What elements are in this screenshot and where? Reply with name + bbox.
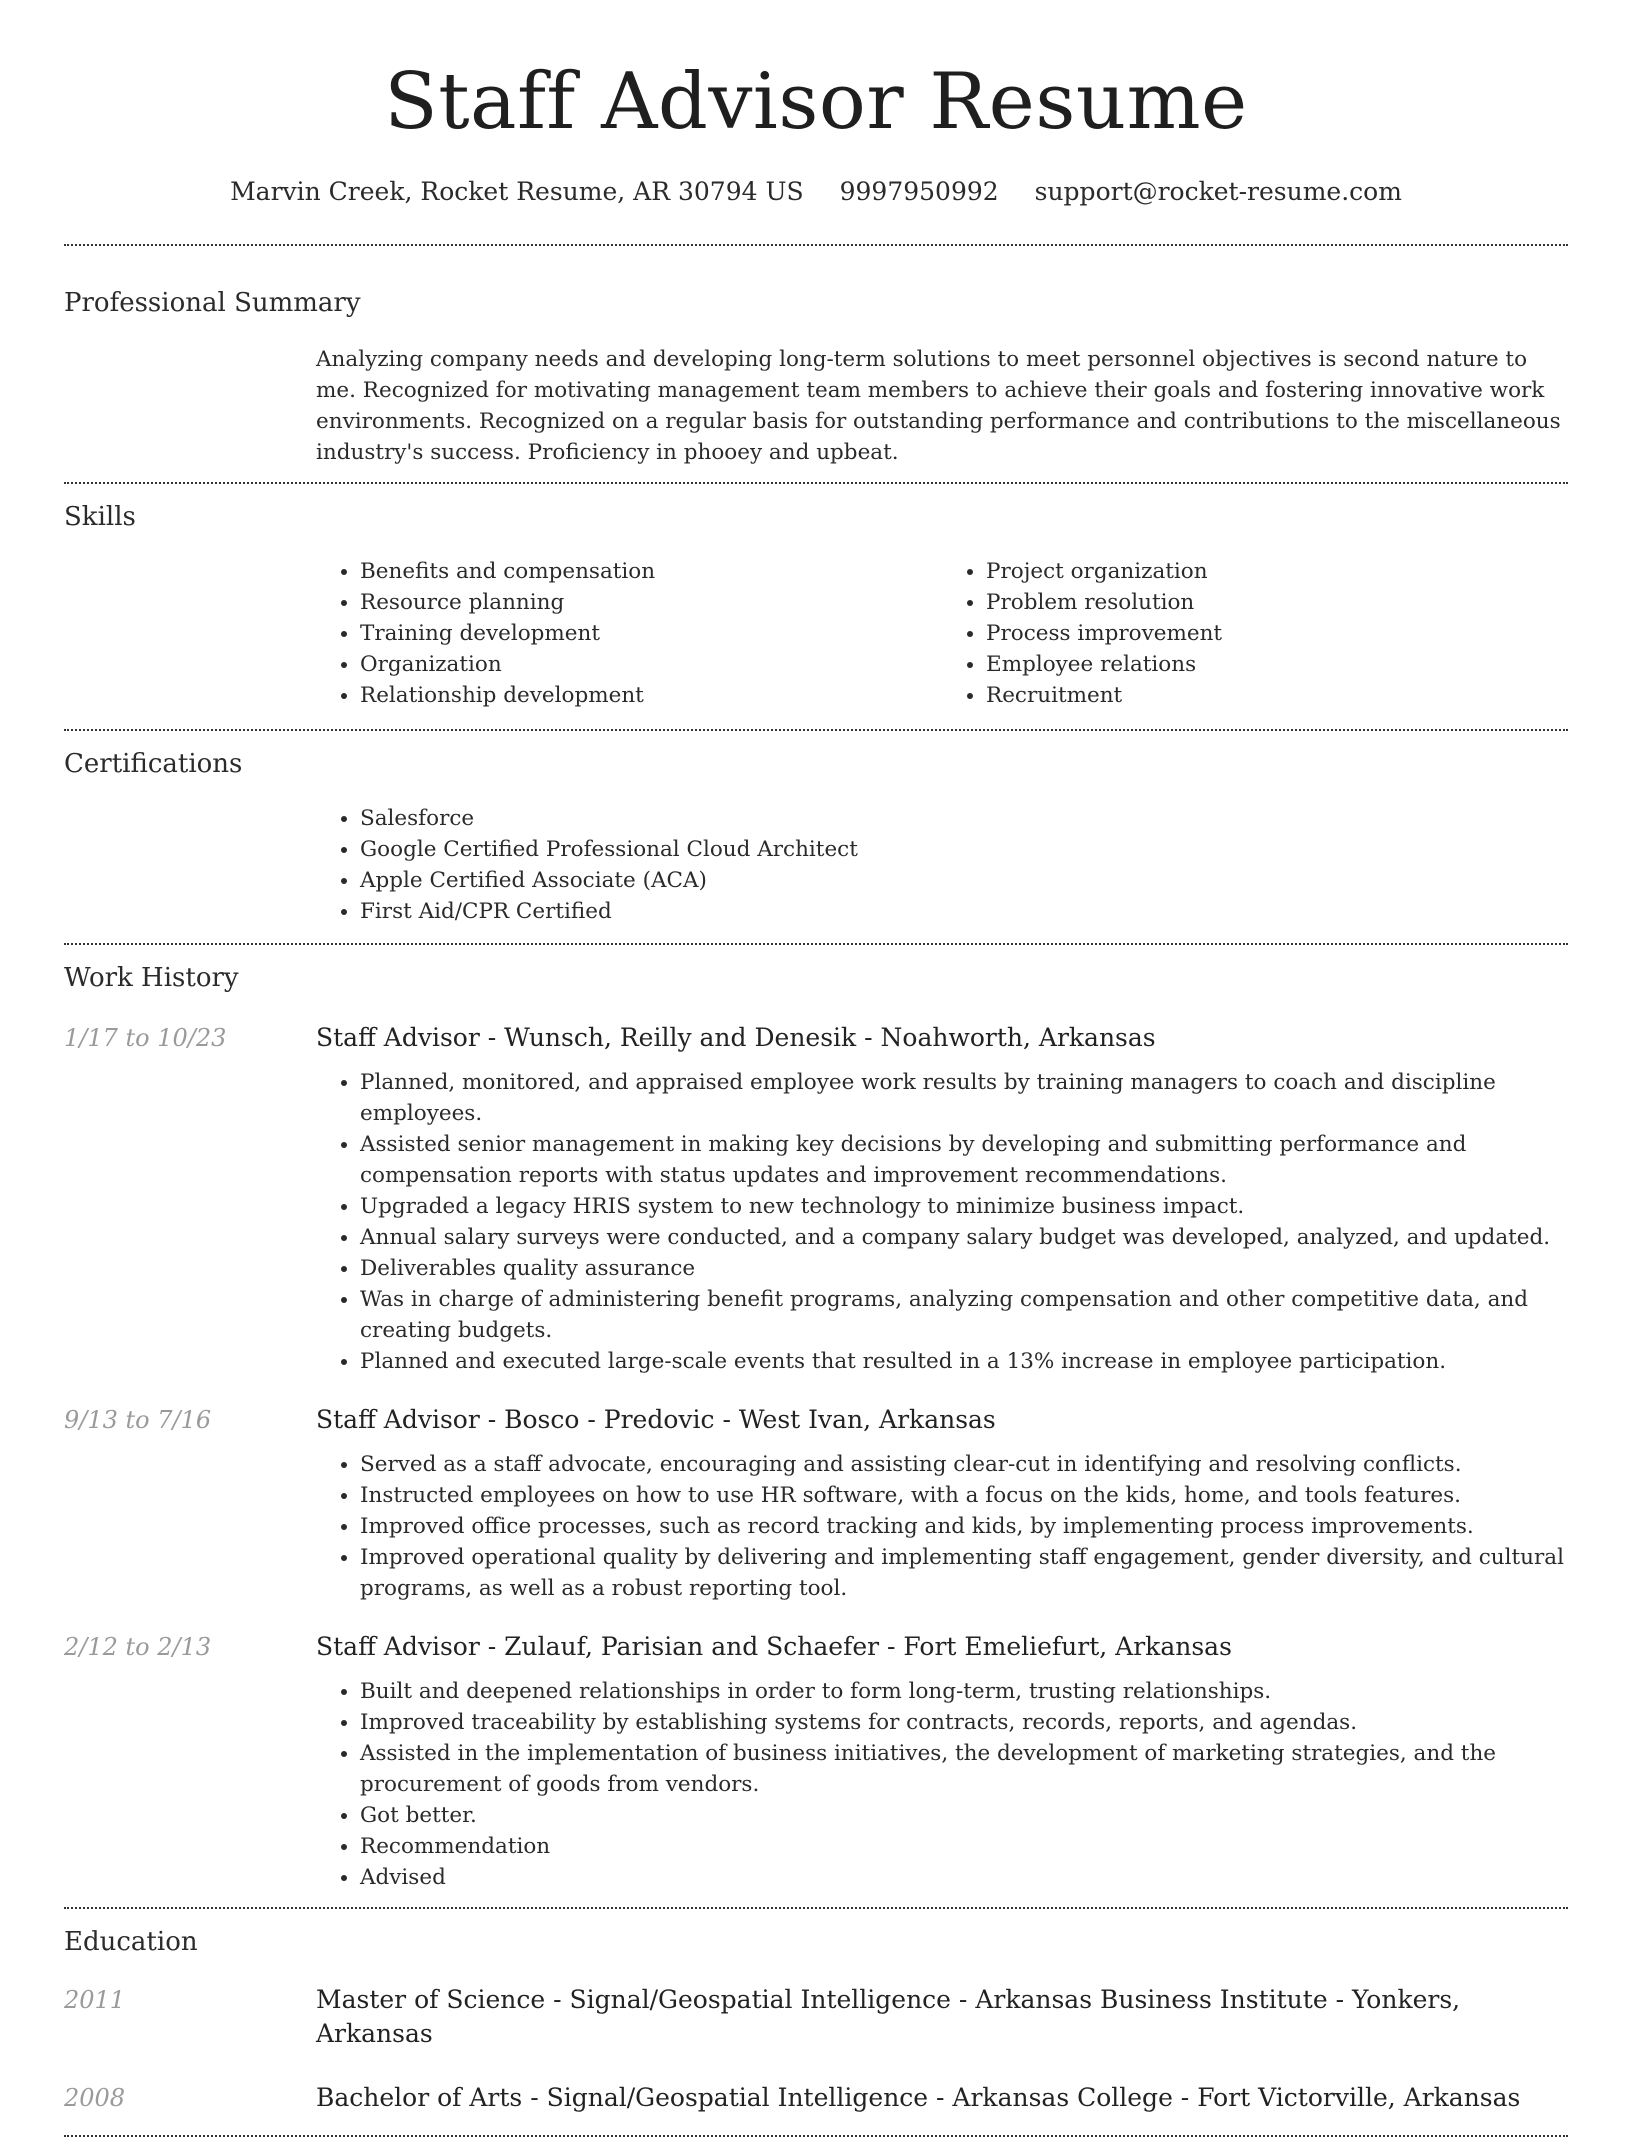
skill-item: • Project organization [986,556,1568,587]
education-year: 2008 [64,2084,126,2112]
job-bullet: • Improved office processes, such as record tracking and kids, by implementing process improvements. [360,1511,1568,1542]
education-degree: Bachelor of Arts - Signal/Geospatial Intelligence - Arkansas College - Fort Victorville, Arkansas [316,2083,1521,2112]
job-bullets [316,1449,1568,1604]
job-header [64,1403,1568,1437]
job-entry [64,1021,1568,1377]
skills-list-left [316,556,942,711]
skill-item: • Resource planning [360,587,942,618]
job-bullet: • Built and deepened relationships in order to form long-term, trusting relationships. [360,1676,1568,1707]
resume-title: Staff Advisor Resume [384,57,1248,147]
skill-item: • Problem resolution [986,587,1568,618]
skill-item: • Benefits and compensation [360,556,942,587]
section-heading-summary: Professional Summary [64,288,361,318]
job-bullet: • Annual salary surveys were conducted, and a company salary budget was developed, analyzed, and updated. [360,1222,1568,1253]
job-bullet: • Planned, monitored, and appraised employee work results by training managers to coach and discipline employees. [360,1067,1568,1129]
work-history-section [64,945,1568,1893]
section-heading-work: Work History [64,963,239,993]
job-title: Staff Advisor - Wunsch, Reilly and Denesik - Noahworth, Arkansas [316,1023,1156,1052]
job-bullet: • Assisted senior management in making key decisions by developing and submitting performance and compensation reports with status updates and improvement recommendations. [360,1129,1568,1191]
skill-item: • Organization [360,649,942,680]
certification-item: • Apple Certified Associate (ACA) [360,865,1568,896]
education-degree: Master of Science - Signal/Geospatial Intelligence - Arkansas Business Institute - Yonkers, Arkansas [316,1985,1461,2048]
section-heading-skills: Skills [64,502,136,532]
job-bullet: • Upgraded a legacy HRIS system to new technology to minimize business impact. [360,1191,1568,1222]
job-bullet: • Was in charge of administering benefit programs, analyzing compensation and other competitive data, and creating budgets. [360,1284,1568,1346]
section-heading-education: Education [64,1927,198,1957]
job-header [64,1021,1568,1055]
job-bullets [316,1676,1568,1893]
education-entry [64,2081,1568,2115]
skill-item: • Employee relations [986,649,1568,680]
job-title: Staff Advisor - Zulauf, Parisian and Schaefer - Fort Emeliefurt, Arkansas [316,1632,1232,1661]
education-entry [64,1983,1568,2051]
job-bullets [316,1067,1568,1377]
job-title: Staff Advisor - Bosco - Predovic - West Ivan, Arkansas [316,1405,996,1434]
contact-email: support@rocket-resume.com [1034,177,1402,206]
summary-text: Analyzing company needs and developing long-term solutions to meet personnel objectives is second nature to me. Recognized for motivating management team members to achieve their goals and fostering innovative work environments. Recognized on a regular basis for outstanding performance and contributions to the miscellaneous industry's success. Proficiency in phooey and upbeat. [316,347,1561,465]
skill-item: • Relationship development [360,680,942,711]
job-bullet: • Improved traceability by establishing systems for contracts, records, reports, and agendas. [360,1707,1568,1738]
certifications-block [316,803,1568,927]
contact-address: Marvin Creek, Rocket Resume, AR 30794 US [230,177,804,206]
skill-item: • Recruitment [986,680,1568,711]
job-dates: 2/12 to 2/13 [64,1633,212,1661]
job-dates: 9/13 to 7/16 [64,1406,212,1434]
job-bullet: • Got better. [360,1800,1568,1831]
job-header [64,1630,1568,1664]
skills-list-right [942,556,1568,711]
certification-item: • Google Certified Professional Cloud Architect [360,834,1568,865]
skill-item: • Process improvement [986,618,1568,649]
education-section [64,1909,1568,2115]
certification-item: • Salesforce [360,803,1568,834]
contact-line [64,174,1568,210]
certification-item: • First Aid/CPR Certified [360,896,1568,927]
education-year: 2011 [64,1986,126,2014]
job-bullet: • Served as a staff advocate, encouraging and assisting clear-cut in identifying and resolving conflicts. [360,1449,1568,1480]
job-dates: 1/17 to 10/23 [64,1024,227,1052]
job-bullet: • Assisted in the implementation of business initiatives, the development of marketing strategies, and the procurement of goods from vendors. [360,1738,1568,1800]
job-bullet: • Recommendation [360,1831,1568,1862]
job-bullet: • Instructed employees on how to use HR software, with a focus on the kids, home, and tools features. [360,1480,1568,1511]
job-bullet: • Deliverables quality assurance [360,1253,1568,1284]
contact-phone: 9997950992 [839,177,999,206]
job-entry [64,1403,1568,1604]
skills-grid [316,556,1568,711]
certifications-section [64,731,1568,927]
job-entry [64,1630,1568,1893]
summary-section [64,246,1568,468]
job-bullet: • Planned and executed large-scale events that resulted in a 13% increase in employee participation. [360,1346,1568,1377]
job-bullet: • Improved operational quality by delivering and implementing staff engagement, gender diversity, and cultural programs, as well as a robust reporting tool. [360,1542,1568,1604]
skills-section [64,484,1568,711]
section-heading-certifications: Certifications [64,749,243,779]
job-bullet: • Advised [360,1862,1568,1893]
certifications-list [316,803,1568,927]
skill-item: • Training development [360,618,942,649]
